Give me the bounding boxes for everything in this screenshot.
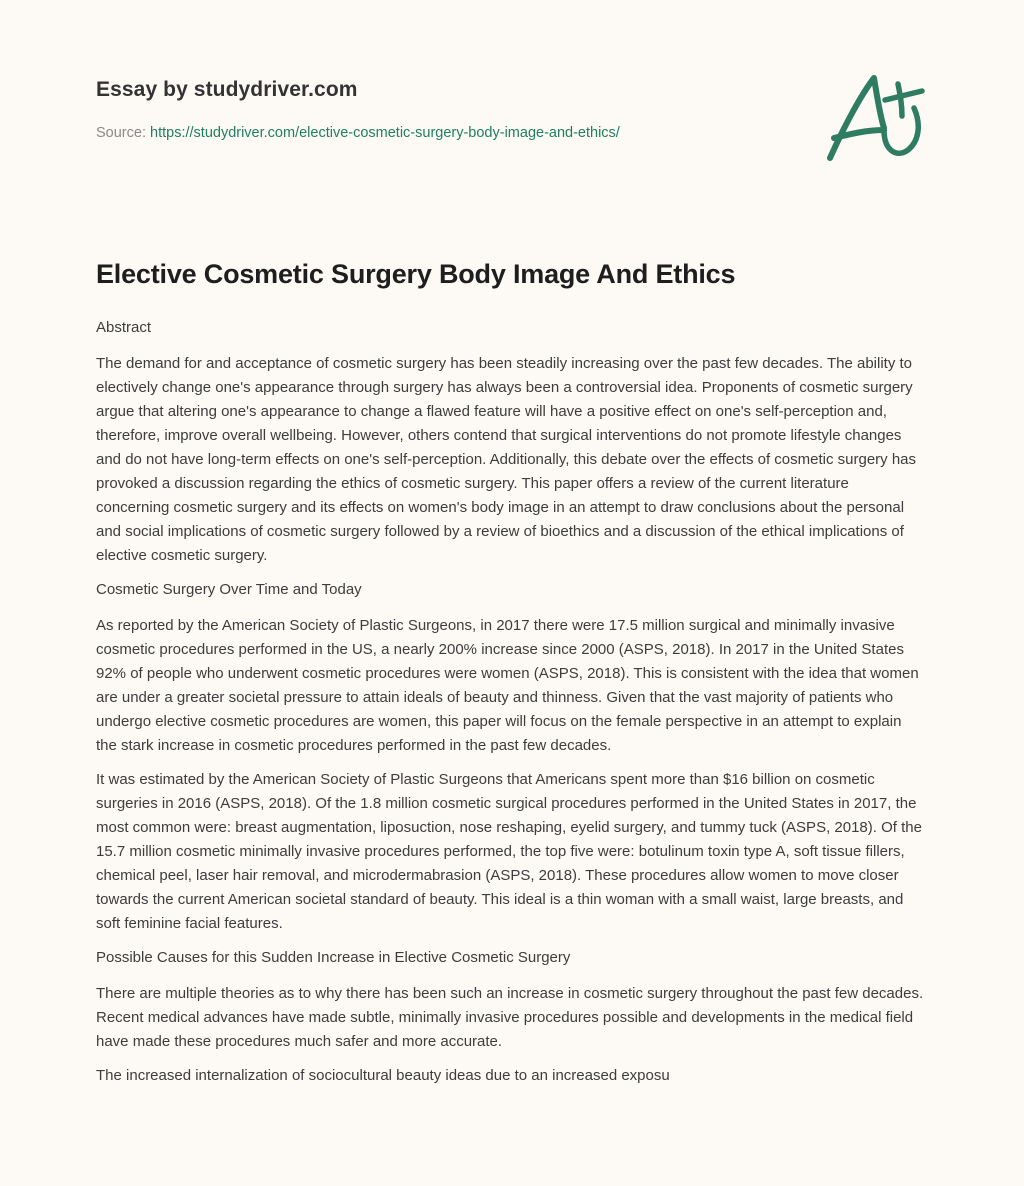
page-header bbox=[96, 76, 796, 143]
a-plus-grade-icon bbox=[822, 66, 932, 166]
section-heading: Possible Causes for this Sudden Increase in Elective Cosmetic Surgery bbox=[96, 949, 571, 966]
paragraph: As reported by the American Society of Plastic Surgeons, in 2017 there were 17.5 million surgical and minimally invasive cosmetic procedures performed in the US, a nearly 200% increase since 2000 (ASPS, 2018). In 2017 in the United States 92% of people who underwent cosmetic procedures were women (ASPS, 2018). This is consistent with the idea that women are under a greater societal pressure to attain ideals of beauty and thinness. Given that the vast majority of patients who undergo elective cosmetic procedures are women, this paper will focus on the female perspective in an attempt to explain the stark increase in cosmetic procedures performed in the past few decades. bbox=[96, 617, 919, 754]
section-possible-causes bbox=[96, 946, 924, 1088]
section-cosmetic-surgery-over-time bbox=[96, 578, 924, 946]
section-heading: Abstract bbox=[96, 319, 152, 336]
source-label: Source: bbox=[96, 125, 146, 141]
paragraph: The demand for and acceptance of cosmetic surgery has been steadily increasing over the past few decades. The ability to electively change one's appearance through surgery has always been a controversial idea. Proponents of cosmetic surgery argue that altering one's appearance to change a flawed feature will have a positive effect on one's self-perception and, therefore, improve overall wellbeing. However, others contend that surgical interventions do not promote lifestyle changes and do not have long-term effects on one's self-perception. Additionally, this debate over the effects of cosmetic surgery has provoked a discussion regarding the ethics of cosmetic surgery. This paper offers a review of the current literature concerning cosmetic surgery and its effects on women's body image in an attempt to draw conclusions about the personal and social implications of cosmetic surgery followed by a review of bioethics and a discussion of the ethical implications of elective cosmetic surgery. bbox=[96, 355, 917, 564]
source-link[interactable]: https://studydriver.com/elective-cosmetic-surgery-body-image-and-ethics/ bbox=[150, 125, 620, 141]
section-heading: Cosmetic Surgery Over Time and Today bbox=[96, 581, 362, 598]
paragraph: It was estimated by the American Society of Plastic Surgeons that Americans spent more than $16 billion on cosmetic surgeries in 2016 (ASPS, 2018). Of the 1.8 million cosmetic surgical procedures performed in the United States in 2017, the most common were: breast augmentation, liposuction, nose reshaping, eyelid surgery, and tummy tuck (ASPS, 2018). Of the 15.7 million cosmetic minimally invasive procedures performed, the top five were: botulinum toxin type A, soft tissue fillers, chemical peel, laser hair removal, and microdermabrasion (ASPS, 2018). These procedures allow women to move closer towards the current American societal standard of beauty. This ideal is a thin woman with a small waist, large breasts, and soft feminine facial features. bbox=[96, 771, 922, 932]
paragraph: The increased internalization of sociocultural beauty ideas due to an increased exposu bbox=[96, 1067, 670, 1084]
paragraph: There are multiple theories as to why there has been such an increase in cosmetic surgery throughout the past few decades. Recent medical advances have made subtle, minimally invasive procedures possible and developments in the medical field have made these procedures much safer and more accurate. bbox=[96, 985, 924, 1050]
document-title: Elective Cosmetic Surgery Body Image And Ethics bbox=[96, 259, 736, 289]
site-title: Essay by studydriver.com bbox=[96, 78, 358, 101]
section-abstract bbox=[96, 316, 924, 578]
essay-content bbox=[96, 255, 924, 1088]
source-line bbox=[96, 123, 796, 143]
